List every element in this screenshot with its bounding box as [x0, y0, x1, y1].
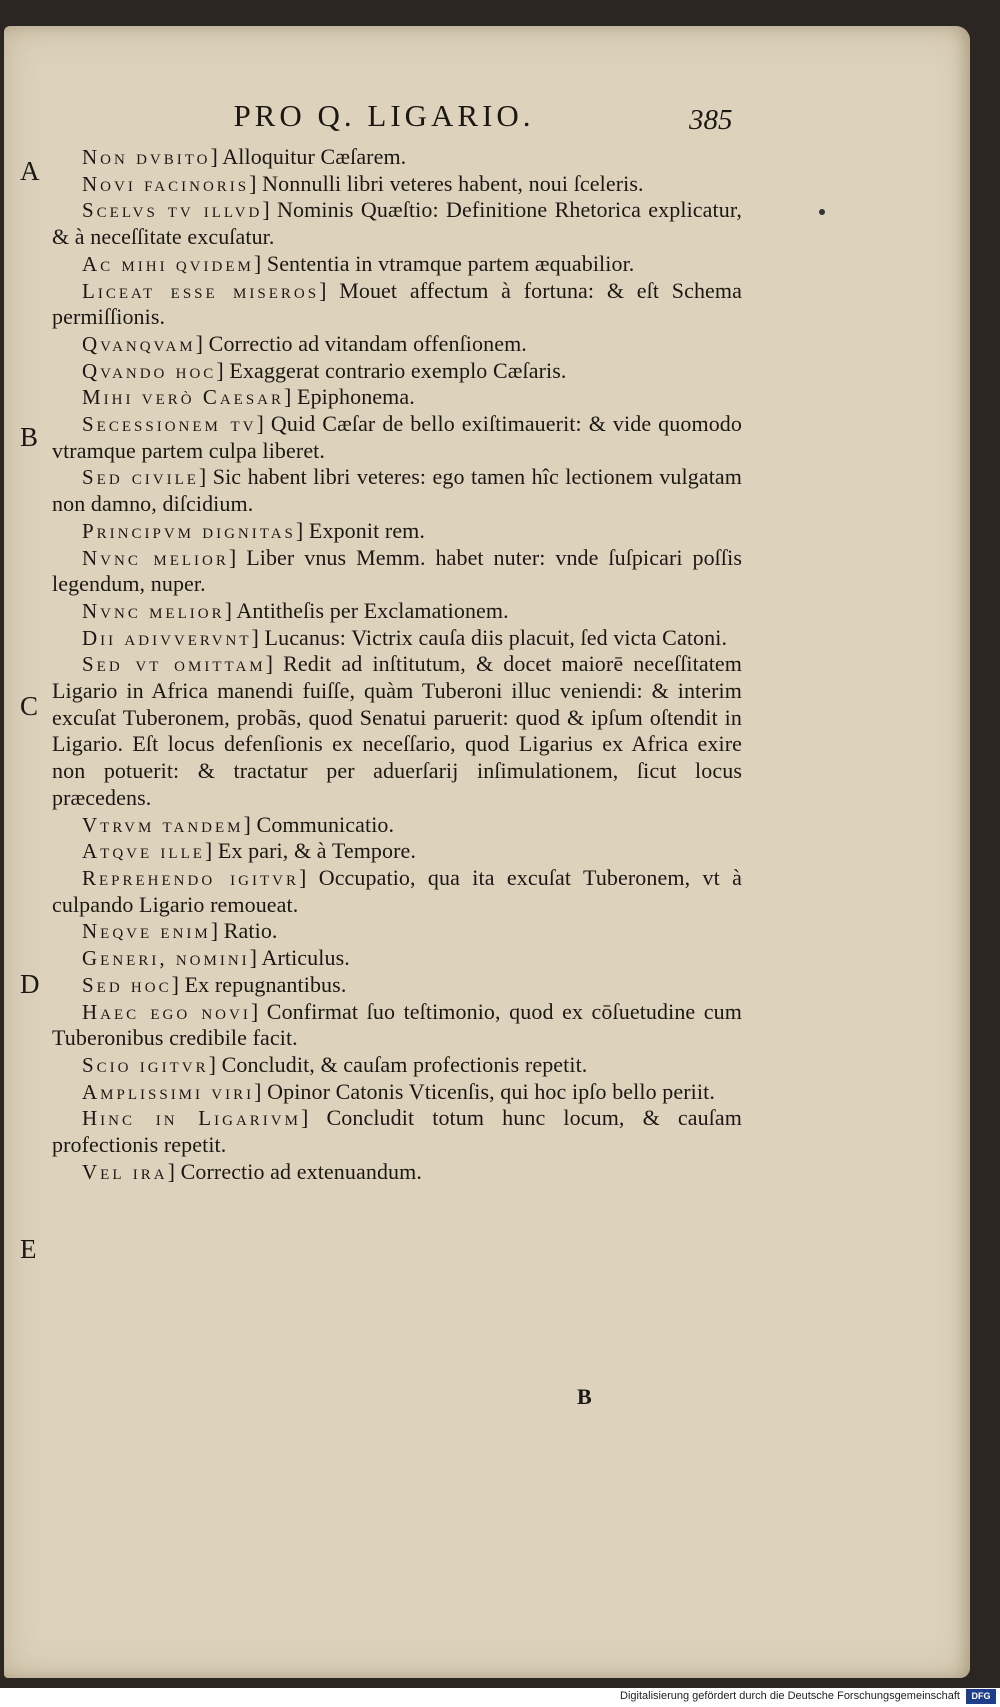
commentary-entry	[52, 812, 742, 839]
entry-gloss: ] Correctio ad vitandam offenſionem.	[195, 330, 527, 356]
entry-gloss: ] Mouet affectum à fortuna: & eſt Schema permiſſionis.	[52, 277, 742, 330]
entry-lemma: Sed hoc	[82, 972, 172, 997]
entry-lemma: Qvando hoc	[82, 358, 217, 383]
commentary-entry	[52, 358, 742, 385]
commentary-entry	[52, 278, 742, 331]
entry-gloss: ] Concludit totum hunc locum, & cauſam profectionis repetit.	[52, 1105, 743, 1158]
commentary-entry	[52, 598, 742, 625]
entry-lemma: Hinc in Ligarivm	[82, 1106, 301, 1131]
entry-lemma: Vel ira	[82, 1159, 168, 1184]
commentary-entry	[52, 1052, 742, 1079]
entry-lemma: Liceat esse miseros	[82, 278, 320, 303]
commentary-entry	[52, 1105, 742, 1158]
signature-mark: B	[577, 1384, 592, 1409]
entry-lemma: Principvm dignitas	[82, 518, 296, 543]
commentary-entry	[52, 1159, 742, 1186]
entry-gloss: ] Alloquitur Cæſarem.	[210, 144, 407, 169]
entry-gloss: ] Antitheſis per Exclamationem.	[224, 597, 509, 623]
running-head: PRO Q. LIGARIO.	[233, 98, 535, 133]
entry-gloss: ] Exaggerat contrario exemplo Cæſaris.	[216, 357, 567, 383]
entry-lemma: Ac mihi qvidem	[82, 251, 254, 276]
entry-gloss: ] Occupatio, qua ita excuſat Tuberonem, vt à culpando Ligario remoueat.	[52, 864, 742, 917]
commentary-entry	[52, 1079, 742, 1106]
entry-lemma: Sed vt omittam	[82, 652, 266, 677]
entry-gloss: ] Ex repugnantibus.	[171, 971, 347, 997]
entry-lemma: Amplissimi viri	[82, 1079, 255, 1104]
commentary-entry	[52, 651, 742, 811]
entry-lemma: Secessionem tv	[82, 412, 257, 437]
entry-lemma: Qvanqvam	[82, 331, 196, 356]
commentary-entry	[52, 972, 742, 999]
footer-credit: Digitalisierung gefördert durch die Deutsche Forschungsgemeinschaft	[620, 1690, 960, 1702]
entry-lemma: Mihi verò Caesar	[82, 385, 285, 410]
entry-lemma: Generi, nomini	[82, 946, 250, 971]
entry-gloss: ] Liber vnus Memm. habet nuter: vnde ſuſpicari poſſis legendum, nuper.	[52, 544, 742, 597]
entry-lemma: Nvnc melior	[82, 598, 225, 623]
page-number: 385	[689, 104, 733, 136]
dfg-logo: DFG	[966, 1689, 996, 1704]
entry-lemma: Non dvbito	[82, 145, 211, 169]
commentary-entry	[52, 384, 742, 411]
entry-gloss: ] Quid Cæſar de bello exiſtimauerit: & vide quomodo vtramque partem culpa liberet.	[52, 411, 742, 463]
margin-letter-a: A	[20, 156, 40, 186]
entry-lemma: Scio igitvr	[82, 1052, 209, 1077]
commentary-entry	[52, 545, 742, 598]
entry-gloss: ] Ratio.	[210, 918, 278, 944]
entry-gloss: ] Ex pari, & à Tempore.	[204, 838, 417, 864]
commentary-entry	[52, 171, 742, 198]
commentary-entry	[52, 331, 742, 358]
entry-lemma: Reprehendo igitvr	[82, 865, 299, 890]
commentary-entry	[52, 838, 742, 865]
entry-gloss: ] Sententia in vtramque partem æquabilior.	[253, 250, 635, 276]
entry-gloss: ] Redit ad inſtitutum, & docet maiorē neceſſitatem Ligario in Africa manendi fuiſſe, quàm Tuberoni illuc veniendi: & interim excuſat Tuberonem, probãs, quod Senatui paruerit: quod & ipſum oſtendit in Ligario. Eſt locus defenſionis ex neceſſario, quod Ligarius ex Africa exire non potuerit: & tractatur per aduerſarij inſimulationem, ſicut locus præcedens.	[52, 651, 742, 810]
entry-gloss: ] Confirmat ſuo teſtimonio, quod ex cōſuetudine cum Tuberonibus credibile facit.	[52, 998, 742, 1051]
commentary-entry	[52, 144, 742, 171]
entry-gloss: ] Nonnulli libri veteres habent, noui ſceleris.	[249, 170, 644, 196]
entry-lemma: Novi facinoris	[82, 171, 250, 196]
commentary-entry	[52, 999, 742, 1052]
entry-gloss: ] Nominis Quæſtio: Definitione Rhetorica explicatur, & à neceſſitate excuſatur.	[52, 197, 742, 250]
entry-gloss: ] Concludit, & cauſam profectionis repetit.	[208, 1051, 588, 1077]
entry-gloss: ] Epiphonema.	[284, 384, 415, 410]
commentary-entry	[52, 464, 742, 517]
entry-gloss: ] Articulus.	[249, 945, 350, 971]
entry-lemma: Atqve ille	[82, 839, 205, 864]
margin-letter-e: E	[20, 1234, 37, 1264]
entry-lemma: Haec ego novi	[82, 999, 251, 1024]
commentary-entry	[52, 945, 742, 972]
entry-gloss: ] Lucanus: Victrix cauſa diis placuit, ſed victa Catoni.	[251, 624, 728, 650]
entry-lemma: Dii adivvervnt	[82, 625, 252, 650]
entry-gloss: ] Opinor Catonis Vticenſis, qui hoc ipſo bello periit.	[254, 1078, 715, 1104]
commentary-entry	[52, 625, 742, 652]
margin-letter-b: B	[20, 422, 39, 452]
commentary-entry	[52, 518, 742, 545]
book-page	[4, 26, 970, 1678]
margin-letter-c: C	[20, 691, 39, 721]
commentary-entries	[52, 144, 742, 1185]
entry-lemma: Neqve enim	[82, 919, 211, 944]
entry-gloss: ] Sic habent libri veteres: ego tamen hîc lectionem vulgatam non damno, diſcidium.	[52, 464, 742, 517]
entry-lemma: Nvnc melior	[82, 545, 229, 570]
commentary-entry	[52, 197, 742, 250]
entry-gloss: ] Communicatio.	[243, 811, 395, 837]
commentary-entry	[52, 411, 742, 464]
entry-lemma: Sed civile	[82, 465, 199, 490]
margin-letter-d: D	[20, 969, 40, 999]
entry-gloss: ] Correctio ad extenuandum.	[167, 1158, 422, 1184]
ink-speck	[819, 209, 825, 215]
commentary-entry	[52, 918, 742, 945]
commentary-entry	[52, 251, 742, 278]
entry-gloss: ] Exponit rem.	[295, 517, 425, 543]
entry-lemma: Scelvs tv illvd	[82, 198, 263, 223]
entry-lemma: Vtrvm tandem	[82, 812, 244, 837]
commentary-entry	[52, 865, 742, 918]
